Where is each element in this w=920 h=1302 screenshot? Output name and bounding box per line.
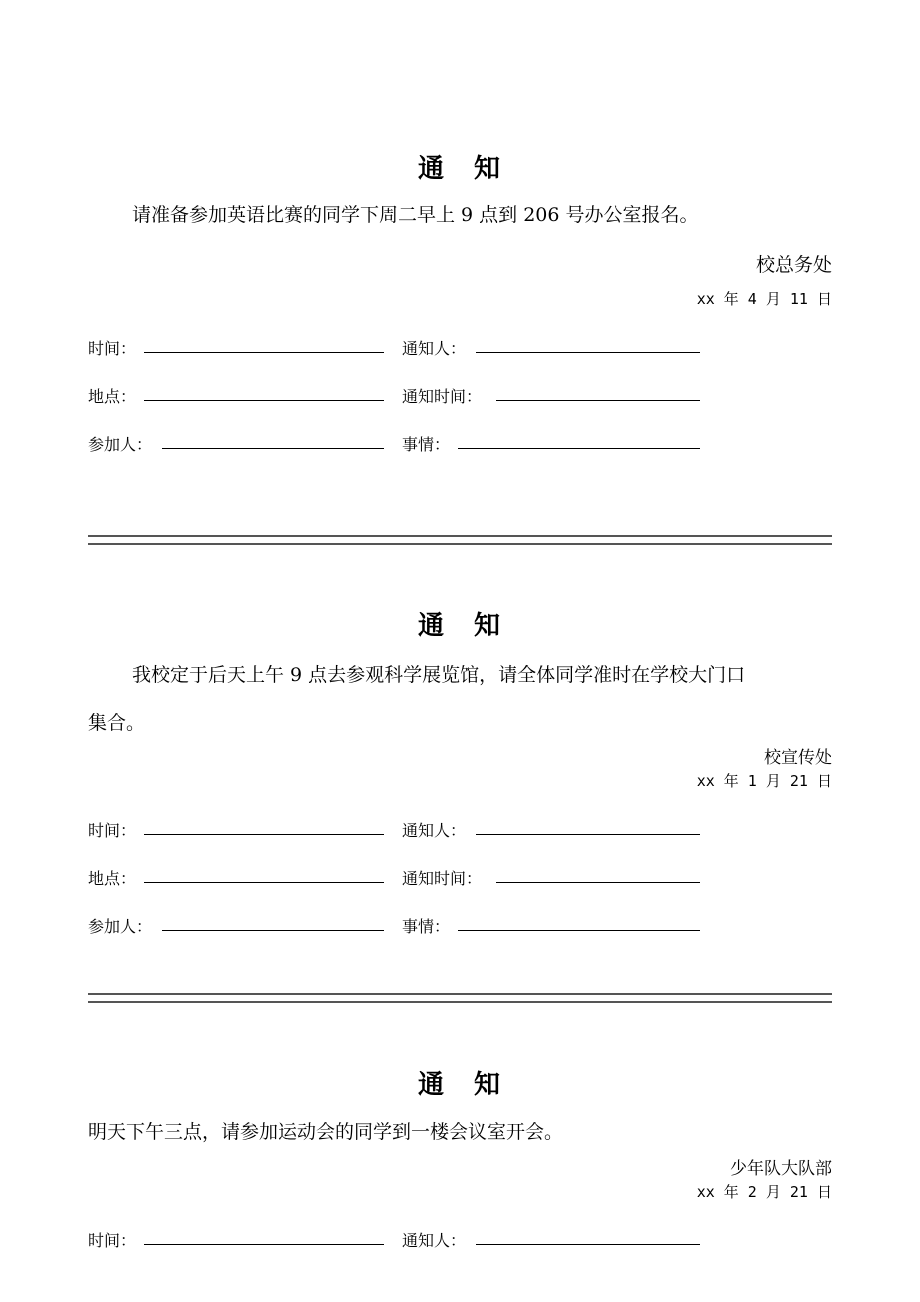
time-label: 时间： <box>88 1231 137 1250</box>
place-label: 地点： <box>88 869 137 888</box>
time-label: 时间： <box>88 339 137 358</box>
matter-field[interactable] <box>458 930 700 931</box>
notice-1-body: 请准备参加英语比赛的同学下周二早上 9 点到 206 号办公室报名。 <box>132 204 699 226</box>
place-label: 地点： <box>88 387 137 406</box>
participants-field[interactable] <box>162 930 384 931</box>
notifier-field[interactable] <box>476 352 700 353</box>
notice-3-body: 明天下午三点，请参加运动会的同学到一楼会议室开会。 <box>88 1121 564 1143</box>
notifier-label: 通知人： <box>402 1231 467 1250</box>
notice-3-date: xx 年 2 月 21 日 <box>696 1183 832 1201</box>
notice-time-label: 通知时间： <box>402 387 483 406</box>
notice-1-signer: 校总务处 <box>755 254 832 276</box>
notice-2-signer: 校宣传处 <box>764 748 832 768</box>
notice-1-title: 通 知 <box>417 154 502 184</box>
notifier-field[interactable] <box>476 1244 700 1245</box>
time-field[interactable] <box>144 1244 384 1245</box>
participants-label: 参加人： <box>88 917 153 936</box>
notifier-label: 通知人： <box>402 339 467 358</box>
time-field[interactable] <box>144 834 384 835</box>
notice-time-label: 通知时间： <box>402 869 483 888</box>
time-field[interactable] <box>144 352 384 353</box>
notice-2-date: xx 年 1 月 21 日 <box>696 772 832 790</box>
place-field[interactable] <box>144 882 384 883</box>
notifier-field[interactable] <box>476 834 700 835</box>
matter-label: 事情： <box>402 917 451 936</box>
notifier-label: 通知人： <box>402 821 467 840</box>
section-divider <box>88 993 832 1003</box>
matter-label: 事情： <box>402 435 451 454</box>
notice-time-field[interactable] <box>496 882 700 883</box>
participants-label: 参加人： <box>88 435 153 454</box>
notice-3-signer: 少年队大队部 <box>730 1159 832 1179</box>
participants-field[interactable] <box>162 448 384 449</box>
notice-1-date: xx 年 4 月 11 日 <box>696 290 832 308</box>
notice-time-field[interactable] <box>496 400 700 401</box>
notice-2-body-line-2: 集合。 <box>88 712 146 734</box>
notice-3-title: 通 知 <box>417 1070 502 1100</box>
notice-2-title: 通 知 <box>417 611 502 641</box>
notice-2-body-line-1: 我校定于后天上午 9 点去参观科学展览馆，请全体同学准时在学校大门口 <box>132 664 746 686</box>
place-field[interactable] <box>144 400 384 401</box>
section-divider <box>88 535 832 545</box>
time-label: 时间： <box>88 821 137 840</box>
matter-field[interactable] <box>458 448 700 449</box>
